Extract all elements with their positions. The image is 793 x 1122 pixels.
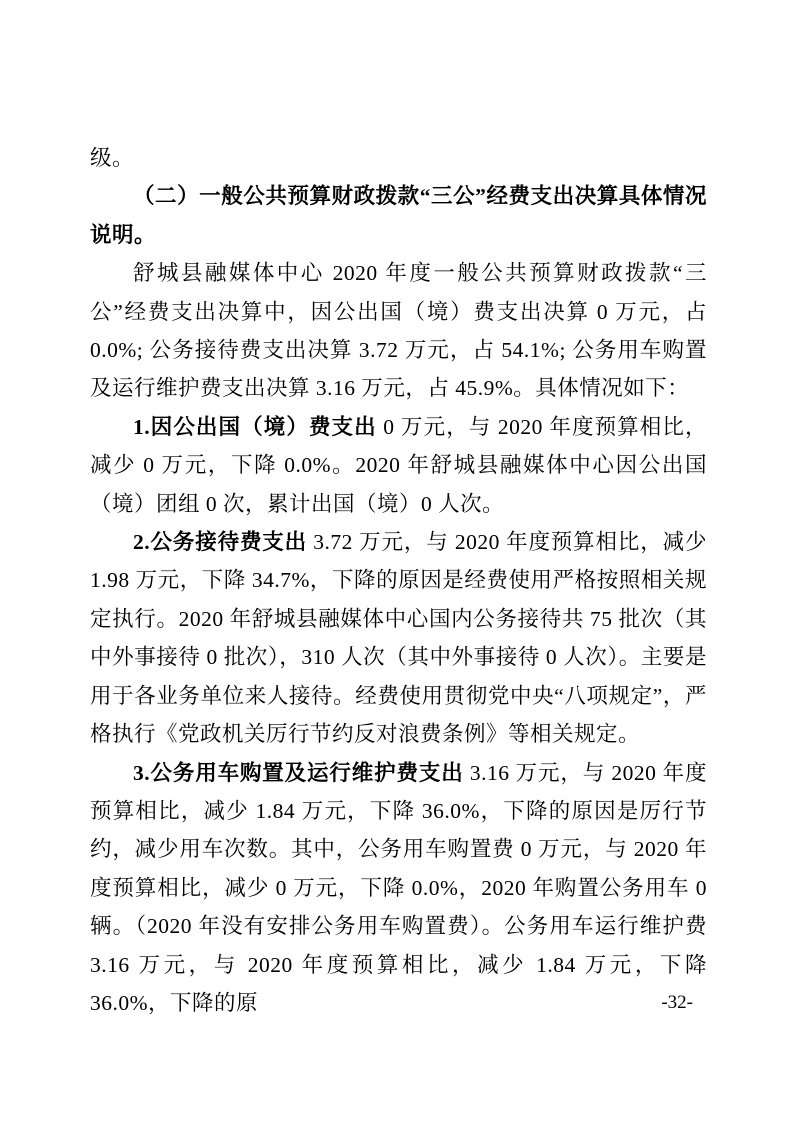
- text-run: 3.72 万元，与 2020 年度预算相比，减少 1.98 万元，下降 34.7%，下降的原因是经费使用严格按照相关规定执行。2020 年舒城县融媒体中心国内公务接待共 75 批次（其中外事接待 0 批次），310 人次（其中外事接待 0 人次）。主要是用于各业务单位来人接待。经费使用贯彻党中央“八项规定”，严格执行《党政机关厉行节约反对浪费条例》等相关规定。: [90, 530, 707, 747]
- page-number: -32-: [661, 992, 693, 1013]
- section-heading: [90, 177, 707, 254]
- item-3-paragraph: [90, 754, 707, 1023]
- heading-text-run: （二）一般公共预算财政拨款“三公”经费支出决算具体情况说明。: [90, 184, 707, 247]
- item-2-lead-run: 2.公务接待费支出: [133, 530, 308, 555]
- item-2-paragraph: [90, 523, 707, 753]
- item-1-paragraph: [90, 408, 707, 523]
- item-1-lead-run: 1.因公出国（境）费支出: [133, 414, 377, 439]
- document-body: [90, 139, 707, 1022]
- item-3-lead-run: 3.公务用车购置及运行维护费支出: [133, 760, 464, 785]
- text-run: 级。: [90, 146, 135, 170]
- intro-paragraph: [90, 254, 707, 408]
- text-run: 舒城县融媒体中心 2020 年度一般公共预算财政拨款“三公”经费支出决算中，因公出国（境）费支出决算 0 万元，占 0.0%; 公务接待费支出决算 3.72 万元，占 54.1%; 公务用车购置及运行维护费支出决算 3.16 万元，占 45.9%。具体情况如下：: [90, 261, 707, 401]
- carryover-line: [90, 139, 707, 177]
- text-run: 0 万元，与 2020 年度预算相比，减少 0 万元，下降 0.0%。2020 年舒城县融媒体中心因公出国（境）团组 0 次，累计出国（境）0 人次。: [90, 414, 707, 516]
- text-run: 3.16 万元，与 2020 年度预算相比，减少 1.84 万元，下降 36.0%，下降的原因是厉行节约，减少用车次数。其中，公务用车购置费 0 万元，与 2020 年度预算相比，减少 0 万元，下降 0.0%，2020 年购置公务用车 0 辆。（2020 年没有安排公务用车购置费）。公务用车运行维护费 3.16 万元，与 2020 年度预算相比，减少 1.84 万元，下降 36.0%，下降的原: [90, 760, 707, 1015]
